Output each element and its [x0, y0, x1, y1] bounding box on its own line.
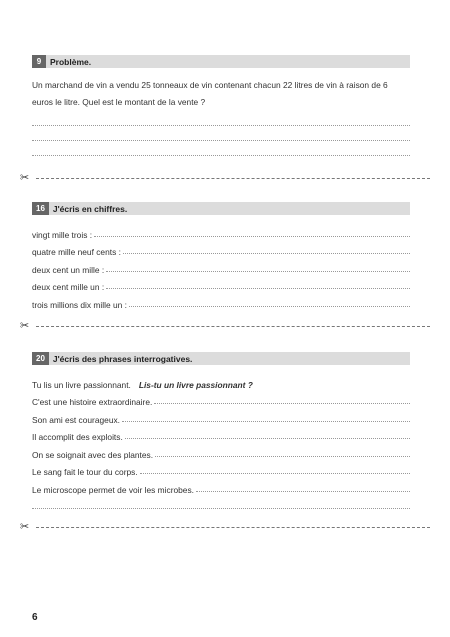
scissors-icon: ✂ [20, 172, 30, 184]
list-item [32, 460, 410, 478]
example-answer: Lis-tu un livre passionnant ? [138, 379, 253, 390]
item-label: quatre mille neuf cents : [32, 247, 121, 257]
answer-field[interactable] [155, 456, 410, 457]
answer-field[interactable] [140, 473, 410, 474]
item-label: Le microscope permet de voir les microbes. [32, 484, 194, 495]
list-item [32, 222, 410, 240]
answer-field[interactable] [154, 403, 410, 404]
exercise-9-answer-lines [32, 111, 410, 156]
cut-line-1 [20, 172, 430, 184]
scissors-icon: ✂ [20, 521, 30, 533]
answer-field[interactable] [129, 306, 410, 307]
list-item [32, 442, 410, 460]
item-label: trois millions dix mille un : [32, 299, 127, 310]
dashed-cut-line [36, 178, 430, 179]
answer-field[interactable] [125, 438, 410, 439]
answer-line[interactable] [32, 126, 410, 141]
exercise-16 [32, 202, 410, 310]
exercise-16-number: 16 [32, 202, 49, 215]
list-item [32, 425, 410, 443]
exercise-9-header [32, 55, 410, 68]
item-label: deux cent mille un : [32, 282, 105, 292]
answer-line[interactable] [32, 111, 410, 126]
example-row [32, 372, 410, 390]
list-item [32, 240, 410, 258]
cut-line-2 [20, 320, 430, 332]
item-label: Il accomplit des exploits. [32, 432, 123, 442]
item-label: vingt mille trois : [32, 229, 93, 240]
exercise-9-text: Un marchand de vin a vendu 25 tonneaux de vin contenant chacun 22 litres de vin à raison de 6 euros le litre. Quel est le montant de la vente ? [32, 80, 388, 107]
scissors-icon: ✂ [20, 320, 30, 332]
exercise-9 [32, 55, 410, 156]
exercise-20-list [32, 372, 410, 512]
exercise-16-header [32, 202, 410, 215]
list-item [32, 257, 410, 275]
answer-field[interactable] [32, 508, 410, 509]
list-item [32, 477, 410, 495]
answer-field[interactable] [122, 421, 410, 422]
item-label: Le sang fait le tour du corps. [32, 467, 138, 477]
extra-answer-line [32, 495, 410, 513]
exercise-20-number: 20 [32, 352, 49, 365]
exercise-20-title: J'écris des phrases interrogatives. [52, 353, 193, 364]
item-label: C'est une histoire extraordinaire. [32, 397, 153, 407]
list-item [32, 390, 410, 408]
exercise-16-list [32, 222, 410, 310]
list-item [32, 292, 410, 310]
answer-field[interactable] [106, 271, 410, 272]
dashed-cut-line [36, 326, 430, 327]
item-label: On se soignait avec des plantes. [32, 449, 154, 460]
list-item [32, 275, 410, 293]
dashed-cut-line [36, 527, 430, 528]
item-label: Son ami est courageux. [32, 414, 120, 425]
page-number: 6 [32, 612, 38, 623]
exercise-20-header [32, 352, 410, 365]
answer-field[interactable] [106, 288, 410, 289]
cut-line-3 [20, 521, 430, 533]
answer-field[interactable] [196, 491, 410, 492]
list-item [32, 407, 410, 425]
answer-field[interactable] [94, 236, 410, 237]
item-label: deux cent un mille : [32, 264, 105, 275]
answer-line[interactable] [32, 141, 410, 156]
exercise-16-title: J'écris en chiffres. [52, 203, 128, 214]
exercise-9-title: Problème. [50, 56, 92, 67]
example-sentence: Tu lis un livre passionnant. [32, 379, 131, 390]
exercise-20 [32, 352, 410, 512]
answer-field[interactable] [123, 253, 410, 254]
exercise-9-number: 9 [32, 55, 46, 68]
